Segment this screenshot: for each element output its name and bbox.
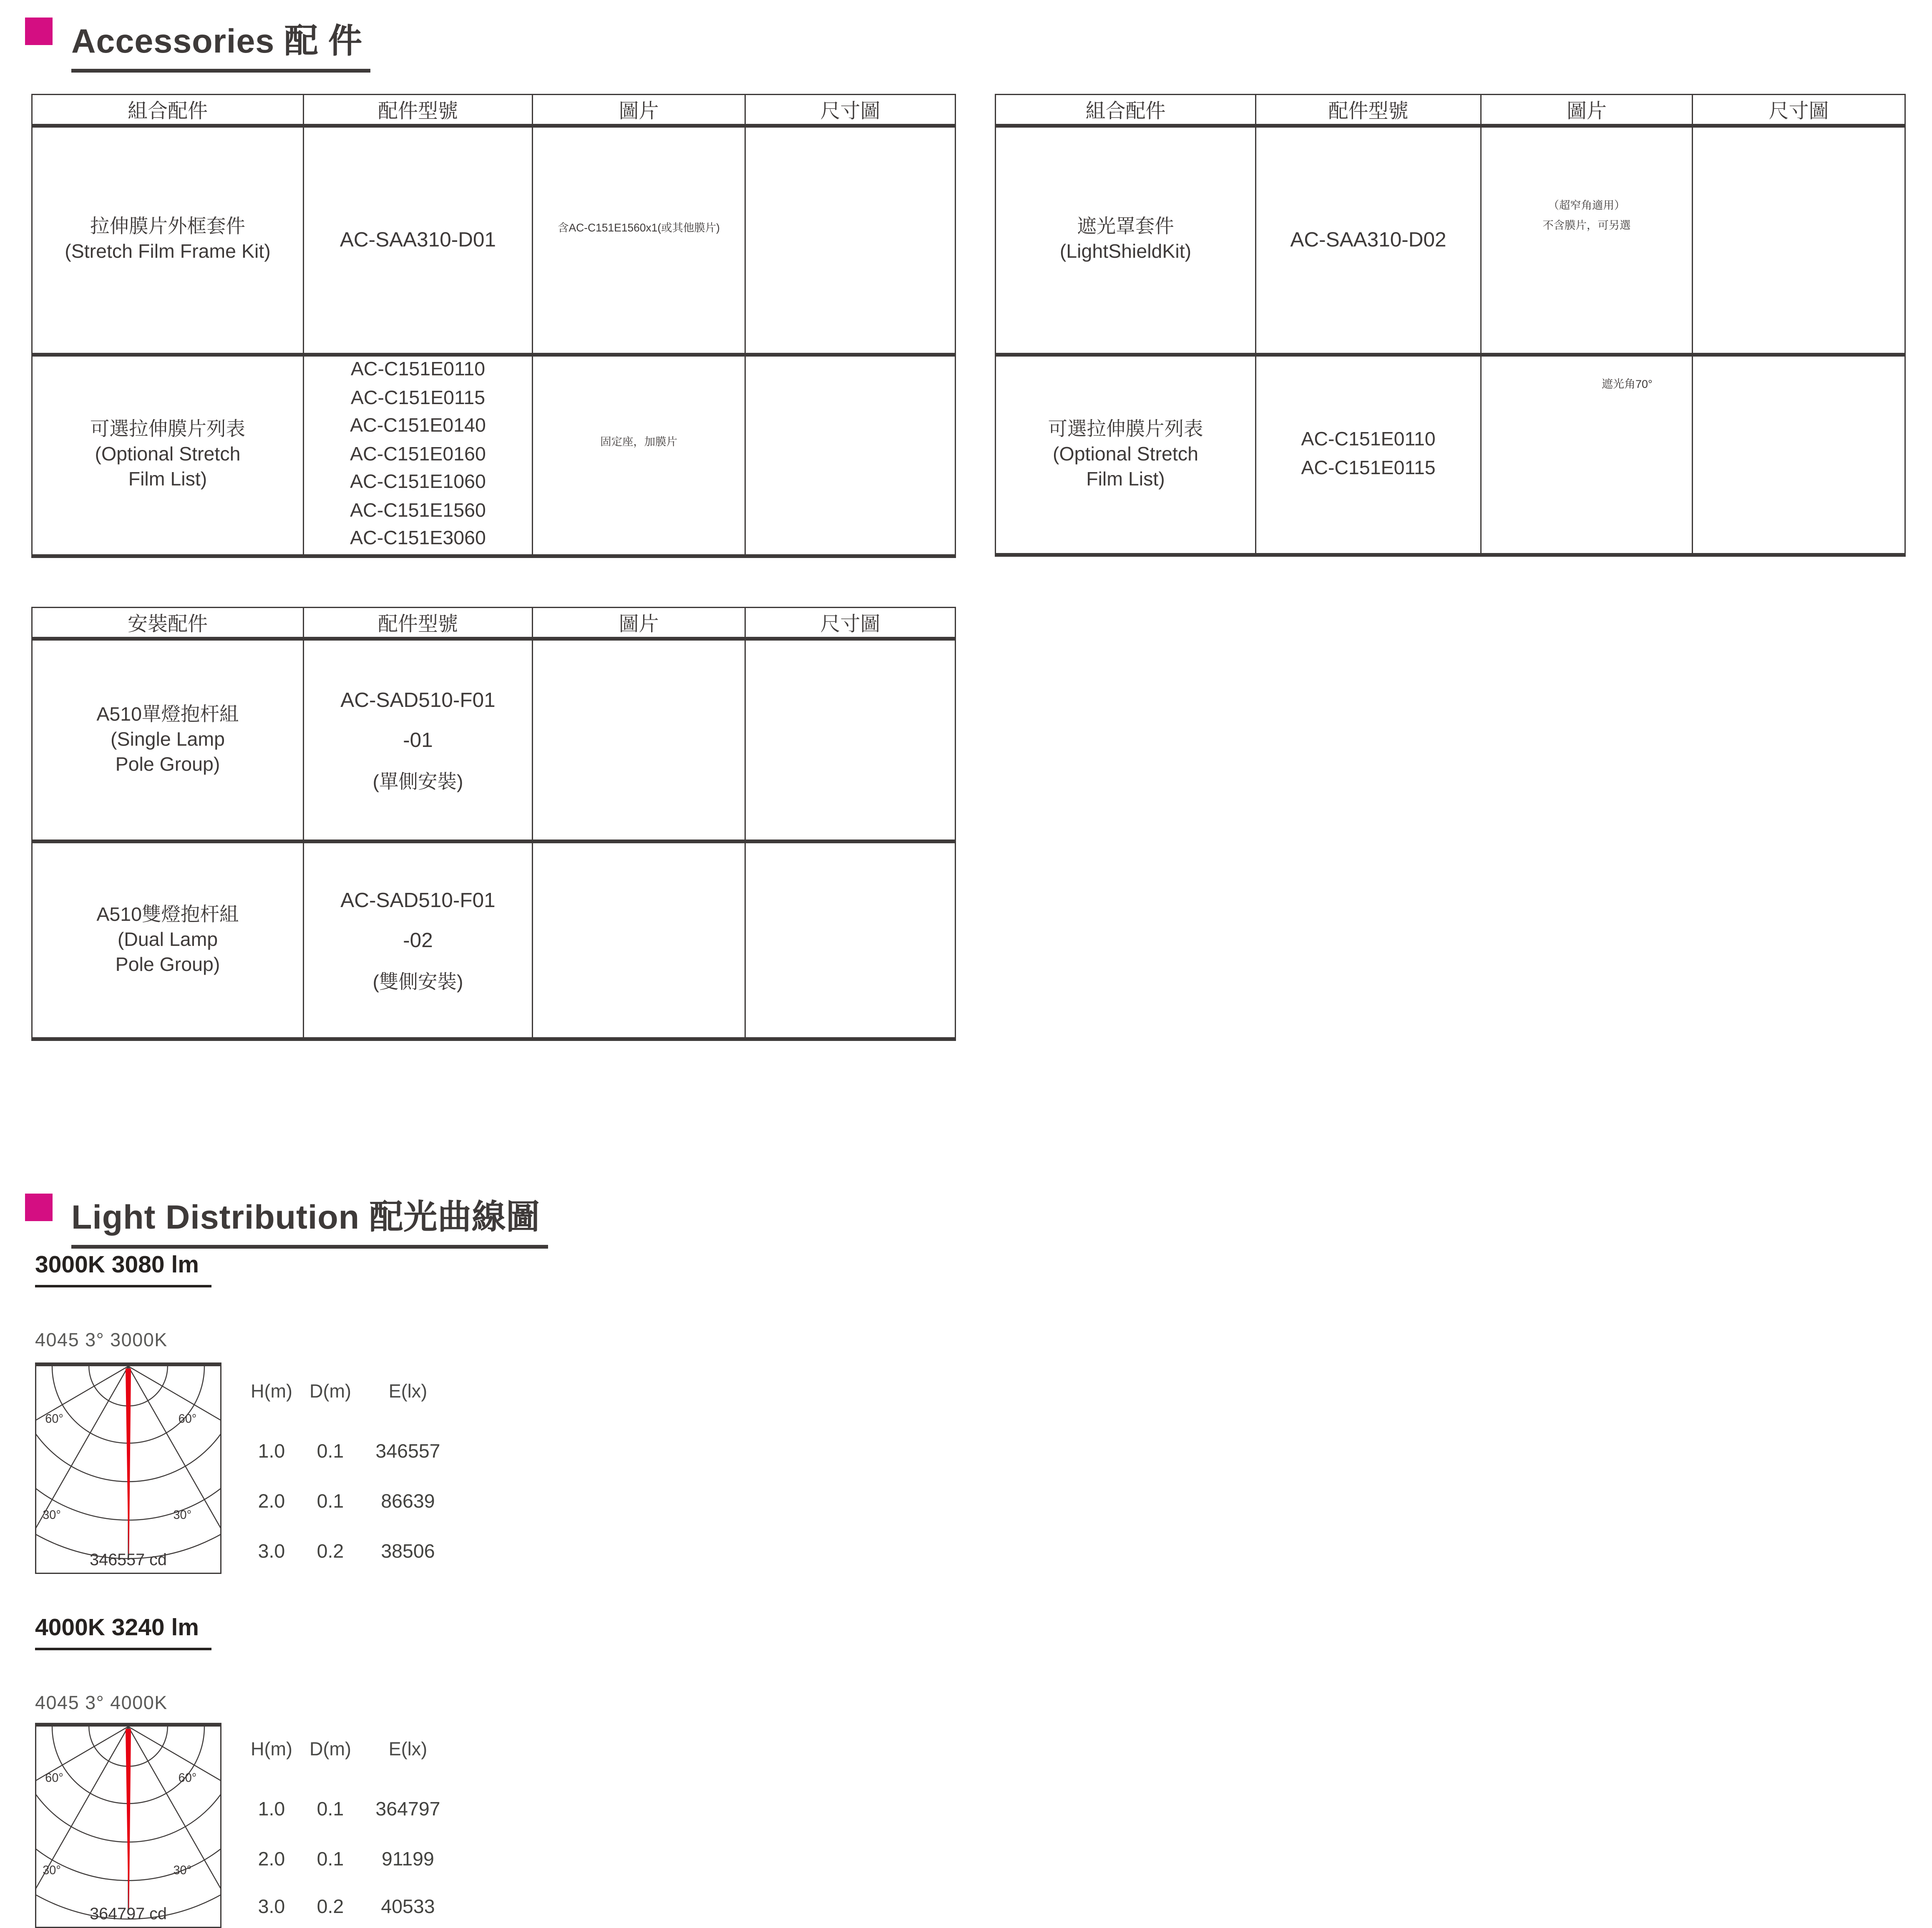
shade-angle-note: 遮光角70° [1602, 378, 1653, 390]
svg-text:60°: 60° [45, 1412, 63, 1426]
accessory-name: 拉伸膜片外框套件 (Stretch Film Frame Kit) [32, 126, 304, 355]
header-row [32, 608, 956, 639]
accessory-name: 可選拉伸膜片列表 (Optional Stretch Film List) [32, 355, 304, 556]
col-header: 配件型號 [304, 95, 533, 126]
curve-label-3000k: 4045 3° 3000K [35, 1330, 168, 1351]
accessories-table-mount [31, 607, 956, 1041]
dimension-cell [745, 126, 956, 355]
table-row [32, 355, 956, 556]
distribution-section-header [25, 1190, 548, 1249]
polar-grid [36, 1727, 220, 1927]
table-row [996, 355, 1905, 555]
photometric-row: 3.0 0.2 38506 [258, 1541, 435, 1563]
polar-grid [36, 1366, 220, 1573]
photometric-table-3000k [243, 1381, 480, 1569]
accessory-name: 可選拉伸膜片列表 (Optional Stretch Film List) [996, 355, 1256, 555]
col-header: 組合配件 [996, 95, 1256, 126]
photometric-header: H(m) D(m) E(lx) [250, 1381, 428, 1403]
dimension-cell [745, 355, 956, 556]
svg-text:30°: 30° [43, 1863, 61, 1877]
accessory-photo-cell [533, 842, 745, 1039]
svg-text:30°: 30° [173, 1508, 192, 1522]
accessory-photo-cell [1481, 126, 1693, 390]
peak-candela-label: 364797 cd [90, 1904, 167, 1923]
accessory-photo-cell [533, 639, 745, 842]
col-header: 配件型號 [304, 608, 533, 639]
photometric-row: 1.0 0.1 346557 [258, 1441, 440, 1463]
accessory-model: AC-SAA310-D01 [304, 126, 533, 355]
photometric-row: 1.0 0.1 364797 [258, 1799, 440, 1820]
accessories-table-combo-right [995, 94, 1906, 557]
photo-caption: 固定座，加膜片 [600, 435, 677, 448]
photometric-row: 3.0 0.2 40533 [258, 1897, 435, 1918]
section-title: Accessories 配 件 [71, 14, 370, 73]
col-header: 尺寸圖 [1693, 95, 1905, 126]
photometric-header: H(m) D(m) E(lx) [250, 1739, 428, 1760]
curve-label-4000k: 4045 3° 4000K [35, 1693, 168, 1714]
photometric-row: 2.0 0.1 91199 [258, 1849, 434, 1870]
photo-note: （超窄角適用） [1548, 199, 1625, 211]
accessory-photo-cell [533, 126, 745, 355]
dimension-cell [1693, 355, 1905, 555]
svg-text:60°: 60° [45, 1771, 63, 1785]
table-row [32, 639, 956, 842]
col-header: 圖片 [533, 608, 745, 639]
accessory-name: A510單燈抱杆組 (Single Lamp Pole Group) [32, 639, 304, 842]
table-row [32, 126, 956, 355]
col-header: 安裝配件 [32, 608, 304, 639]
section-marker [25, 18, 53, 45]
polar-chart-4000k [35, 1723, 221, 1928]
accessory-model: AC-SAA310-D02 [1256, 126, 1481, 355]
chart-heading-4000k: 4000K 3240 lm [35, 1615, 211, 1650]
photometric-table-4000k [243, 1739, 480, 1924]
svg-text:30°: 30° [173, 1863, 192, 1877]
accessory-name: A510雙燈抱杆組 (Dual Lamp Pole Group) [32, 842, 304, 1039]
section-title: Light Distribution 配光曲線圖 [71, 1190, 548, 1249]
header-row [32, 95, 956, 126]
header-row [996, 95, 1905, 126]
beam-curve [126, 1729, 131, 1909]
section-marker [25, 1194, 53, 1221]
accessory-model-list: AC-C151E0110 AC-C151E0115 AC-C151E0140 AC-C151E0160 AC-C151E1060 AC-C151E1560 AC-C151E3060 [304, 355, 533, 556]
accessories-table-combo-left [31, 94, 956, 558]
accessory-model: AC-SAD510-F01 -02 (雙側安裝) [304, 842, 533, 1039]
table-row [996, 126, 1905, 355]
dimension-cell [1693, 126, 1905, 355]
chart-heading-3000k: 3000K 3080 lm [35, 1252, 211, 1287]
dimension-cell [745, 639, 956, 842]
accessory-model: AC-SAD510-F01 -01 (單側安裝) [304, 639, 533, 842]
table-row [32, 842, 956, 1039]
accessory-photo-cell [533, 355, 745, 556]
col-header: 尺寸圖 [745, 95, 956, 126]
beam-curve [126, 1369, 131, 1555]
svg-text:60°: 60° [178, 1412, 197, 1426]
polar-chart-3000k [35, 1362, 221, 1574]
peak-candela-label: 346557 cd [90, 1550, 167, 1569]
photometric-row: 2.0 0.1 86639 [258, 1491, 435, 1513]
svg-text:30°: 30° [43, 1508, 61, 1522]
col-header: 圖片 [533, 95, 745, 126]
svg-text:60°: 60° [178, 1771, 197, 1785]
dimension-cell [745, 842, 956, 1039]
col-header: 尺寸圖 [745, 608, 956, 639]
accessories-section-header [25, 14, 370, 73]
col-header: 圖片 [1481, 95, 1693, 126]
col-header: 組合配件 [32, 95, 304, 126]
accessory-model-list: AC-C151E0110 AC-C151E0115 [1256, 355, 1481, 555]
col-header: 配件型號 [1256, 95, 1481, 126]
photo-caption: 含AC-C151E1560x1(或其他膜片) [558, 221, 720, 234]
accessory-name: 遮光罩套件 (LightShieldKit) [996, 126, 1256, 355]
photo-note: 不含膜片，可另選 [1542, 219, 1631, 231]
accessory-photo-cell [1481, 355, 1693, 555]
